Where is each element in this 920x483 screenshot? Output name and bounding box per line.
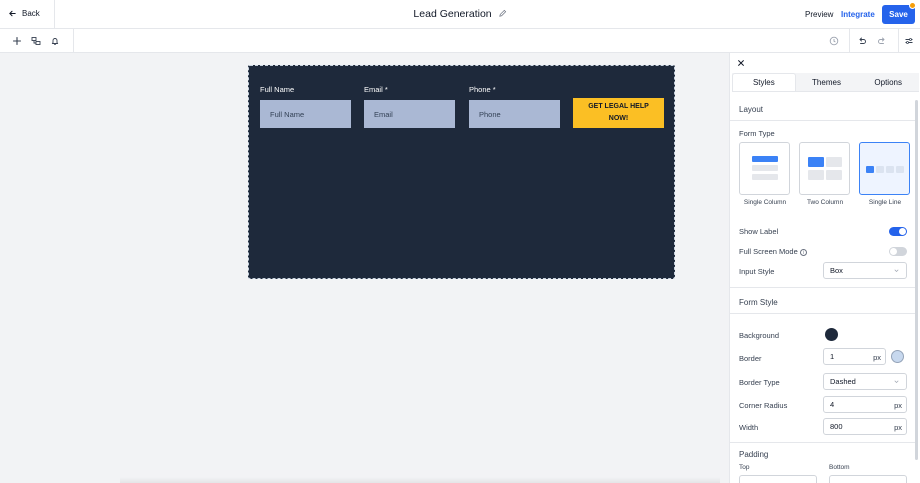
border-label: Border [739,354,762,363]
border-type-select[interactable] [823,373,907,390]
submit-button[interactable] [573,98,664,128]
border-width-value: 1 [830,352,835,361]
form-type-single-line[interactable] [859,142,910,195]
page-title[interactable] [0,8,920,20]
history-button[interactable] [828,35,840,47]
tab-options[interactable]: Options [874,77,902,87]
style-panel [729,53,920,483]
padding-bottom-label: Bottom [829,464,850,471]
sliders-icon [904,36,914,46]
padding-bottom-input[interactable] [829,475,907,483]
width-input[interactable] [823,418,907,435]
undo-button[interactable] [856,35,868,47]
border-type-label: Border Type [739,378,780,387]
canvas-shadow [120,477,720,483]
back-label: Back [22,9,40,18]
submit-label-line1: GET LEGAL HELP [588,103,649,110]
form-type-two-column-label: Two Column [806,199,844,206]
panel-scrollbar[interactable] [915,100,918,460]
input-style-value: Box [830,266,843,275]
save-button[interactable]: Save [882,5,915,24]
page-title-text: Lead Generation [413,8,492,20]
form-type-single-line-label: Single Line [868,199,902,206]
layout-title: Layout [739,105,764,114]
show-label-label: Show Label [739,227,779,236]
undo-icon [857,36,867,46]
border-type-value: Dashed [830,377,856,386]
divider [849,29,850,53]
padding-top-input[interactable] [739,475,817,483]
corner-radius-label: Corner Radius [739,401,788,410]
field-label-full-name: Full Name [260,85,295,94]
chevron-down-icon [893,267,900,274]
close-icon [737,59,745,67]
lead-form[interactable] [248,65,675,279]
settings-button[interactable] [903,35,915,47]
show-label-toggle[interactable] [889,227,907,236]
phone-input[interactable]: Phone [469,100,560,128]
divider [730,287,917,288]
border-width-input[interactable] [823,348,886,365]
corner-radius-unit: px [894,401,902,410]
clock-icon [829,36,839,46]
integrate-button[interactable]: Integrate [841,10,875,19]
pencil-icon[interactable] [498,9,507,18]
background-color-swatch[interactable] [825,328,838,341]
submit-label-line2: NOW! [608,115,629,122]
redo-button[interactable] [876,35,888,47]
redo-icon [877,36,887,46]
divider [730,313,917,314]
divider [730,120,917,121]
toolbar [0,29,920,53]
layers-icon [31,36,41,46]
add-element-button[interactable] [11,35,23,47]
full-screen-mode-text: Full Screen Mode [739,247,798,256]
tab-styles[interactable]: Styles [732,73,796,91]
divider [73,29,74,53]
divider [730,442,917,443]
field-label-phone: Phone * [469,85,496,94]
notifications-button[interactable] [49,35,61,47]
width-value: 800 [830,422,843,431]
input-style-select[interactable] [823,262,907,279]
divider [898,29,899,53]
corner-radius-input[interactable] [823,396,907,413]
field-label-email: Email * [364,85,388,94]
email-input[interactable]: Email [364,100,455,128]
padding-top-label: Top [739,464,750,471]
plus-icon [12,36,22,46]
corner-radius-value: 4 [830,400,835,409]
input-style-label: Input Style [739,267,775,276]
preview-button[interactable]: Preview [805,10,834,19]
width-unit: px [894,423,902,432]
full-name-input[interactable]: Full Name [260,100,351,128]
width-label: Width [739,423,759,432]
padding-title: Padding [739,450,769,459]
info-icon[interactable]: i [800,249,807,256]
form-type-two-column[interactable] [799,142,850,195]
panel-tabs [732,73,919,92]
border-width-unit: px [873,353,881,362]
tab-themes[interactable]: Themes [812,77,841,87]
chevron-down-icon [893,378,900,385]
layers-button[interactable] [30,35,42,47]
background-label: Background [739,331,780,340]
close-panel-button[interactable] [737,59,745,69]
top-bar [0,0,920,29]
full-screen-mode-toggle[interactable] [889,247,907,256]
form-type-single-column[interactable] [739,142,790,195]
form-type-label: Form Type [739,129,775,138]
form-style-title: Form Style [739,298,778,307]
notification-dot [909,2,916,9]
form-type-single-column-label: Single Column [743,199,787,206]
border-color-swatch[interactable] [891,350,904,363]
bell-icon [50,36,60,46]
full-screen-mode-label [739,247,807,256]
